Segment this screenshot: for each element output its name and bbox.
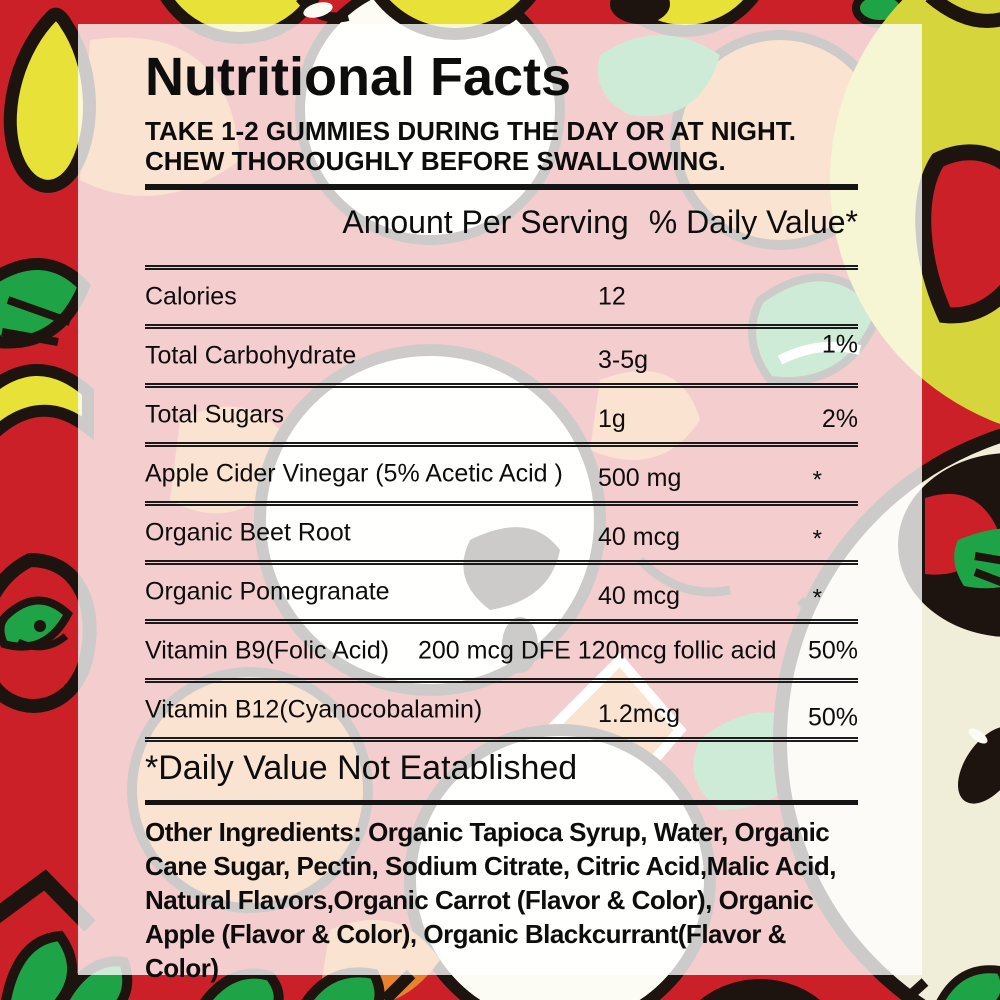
row-apple-cider-vinegar bbox=[145, 447, 858, 501]
row-calories bbox=[145, 270, 858, 324]
other-ingredients-text: Other Ingredients: Organic Tapioca Syrup, Water, Organic Cane Sugar, Pectin, Sodium Citrate, Citric Acid,Malic Acid, Natural Flavors,Organic Carrot (Flavor & Color), Organic Apple (Flavor & Color), Organic Blackcurrant(Flavor & Color) bbox=[145, 817, 836, 983]
row-organic-beet-root bbox=[145, 506, 858, 560]
nutrient-amount: 40 mcg bbox=[598, 523, 680, 552]
nutrient-name: Calories bbox=[145, 282, 237, 311]
row-vitamin-b12 bbox=[145, 683, 858, 737]
nutrient-daily-value: * bbox=[812, 525, 822, 553]
nutrient-name: Organic Pomegranate bbox=[145, 577, 390, 606]
nutrient-daily-value: 1% bbox=[821, 330, 858, 359]
nutrient-daily-value: 50% bbox=[807, 703, 858, 732]
nutrient-name: Total Sugars bbox=[145, 400, 284, 429]
nutrient-amount: 500 mg bbox=[598, 464, 682, 493]
row-total-sugars bbox=[145, 388, 858, 442]
directions-text bbox=[145, 116, 858, 176]
nutrient-name: Vitamin B9(Folic Acid) bbox=[145, 636, 390, 665]
nutrient-daily-value: 2% bbox=[821, 405, 858, 434]
nutrient-daily-value: * bbox=[812, 584, 822, 612]
thick-divider-bottom bbox=[145, 800, 858, 805]
column-headers bbox=[145, 204, 858, 240]
row-vitamin-b9 bbox=[145, 624, 858, 678]
nutrient-name: Vitamin B12(Cyanocobalamin) bbox=[145, 695, 483, 724]
amount-per-serving-header: Amount Per Serving bbox=[342, 204, 629, 240]
directions-line-1: TAKE 1-2 GUMMIES DURING THE DAY OR AT NIGHT. bbox=[145, 116, 797, 146]
nutrient-amount: 200 mcg DFE 120mcg follic acid bbox=[418, 636, 777, 665]
nutrient-daily-value: * bbox=[812, 466, 822, 494]
nutrient-name: Total Carbohydrate bbox=[145, 341, 357, 370]
daily-value-footnote: *Daily Value Not Eatablished bbox=[145, 749, 578, 787]
directions-line-2: CHEW THOROUGHLY BEFORE SWALLOWING. bbox=[145, 146, 726, 176]
thick-divider-top bbox=[145, 184, 858, 190]
nutrition-label-panel bbox=[78, 24, 922, 983]
row-divider bbox=[145, 737, 858, 742]
nutrient-amount: 12 bbox=[598, 282, 626, 311]
nutrient-amount: 40 mcg bbox=[598, 582, 680, 611]
nutrient-amount: 3-5g bbox=[598, 346, 649, 375]
row-total-carbohydrate bbox=[145, 329, 858, 383]
label-title: Nutritional Facts bbox=[145, 47, 572, 107]
nutrient-amount: 1.2mcg bbox=[598, 700, 680, 729]
nutrient-amount: 1g bbox=[598, 405, 626, 434]
daily-value-header: % Daily Value* bbox=[648, 204, 858, 240]
nutrient-name: Apple Cider Vinegar (5% Acetic Acid ) bbox=[145, 459, 563, 488]
row-organic-pomegranate bbox=[145, 565, 858, 619]
nutrient-name: Organic Beet Root bbox=[145, 518, 351, 547]
nutrient-daily-value: 50% bbox=[807, 636, 858, 665]
